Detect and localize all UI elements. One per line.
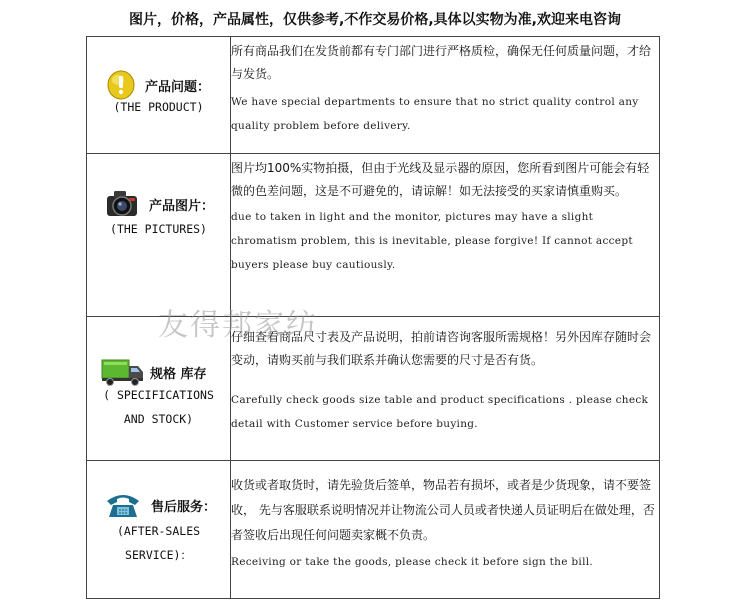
row-label-zh: 产品图片： xyxy=(149,198,215,214)
row-label-cell xyxy=(87,461,231,599)
camera-icon xyxy=(105,188,139,220)
row-content-cell xyxy=(231,461,660,599)
row-label-zh: 规格 库存 xyxy=(150,366,207,382)
row-label-en: (THE PRODUCT) xyxy=(113,100,204,114)
row-label-zh: 售后服务： xyxy=(151,499,217,515)
row-text-en: We have special departments to ensure that no strict quality control any quality problem before delivery. xyxy=(231,96,639,132)
row-content-cell xyxy=(231,37,660,154)
row-text-zh: 图片均100%实物拍摄，但由于光线及显示器的原因，您所看到图片可能会有轻微的色差问题，这是不可避免的，请谅解！如无法接受的买家请慎重购买。 xyxy=(231,161,650,198)
table-row xyxy=(87,154,660,317)
page-heading: 图片，价格，产品属性，仅供参考,不作交易价格,具体以实物为准,欢迎来电咨询 xyxy=(129,12,621,28)
row-label-en: ( SPECIFICATIONS AND STOCK) xyxy=(103,388,214,426)
row-label-en: (AFTER-SALES SERVICE)： xyxy=(116,524,201,562)
row-label-en: (THE PICTURES) xyxy=(110,222,207,236)
row-text-zh: 收货或者取货时，请先验货后签单，物品若有损坏，或者是少货现象，请不要签收， 先与客服联系说明情况并让物流公司人员或者快递人员证明后在做处理，否者签收后出现任何问题卖家概不负责。 xyxy=(231,478,655,542)
table-row xyxy=(87,37,660,154)
row-label-zh: 产品问题： xyxy=(145,79,211,95)
row-text-zh: 仔细查看商品尺寸表及产品说明，拍前请咨询客服所需规格！另外因库存随时会变动，请购买前与我们联系并确认您需要的尺寸是否有货。 xyxy=(231,330,652,367)
row-content-cell xyxy=(231,154,660,317)
row-text-zh: 所有商品我们在发货前都有专门部门进行严格质检，确保无任何质量问题，才给与发货。 xyxy=(231,44,652,81)
row-label-cell xyxy=(87,37,231,154)
row-label-cell xyxy=(87,154,231,317)
telephone-icon xyxy=(105,491,141,519)
table-row xyxy=(87,461,660,599)
row-text-en: Receiving or take the goods, please check it before sign the bill. xyxy=(231,556,594,568)
row-text-en: due to taken in light and the monitor, pictures may have a slight chromatism problem, this is inevitable, please forgive! If cannot accept buyers please buy cautiously. xyxy=(231,211,633,271)
row-text-en: Carefully check goods size table and product specifications . please check detail with Customer service before buying. xyxy=(231,394,649,430)
watermark-text: 友得邦家纺 xyxy=(158,308,318,343)
